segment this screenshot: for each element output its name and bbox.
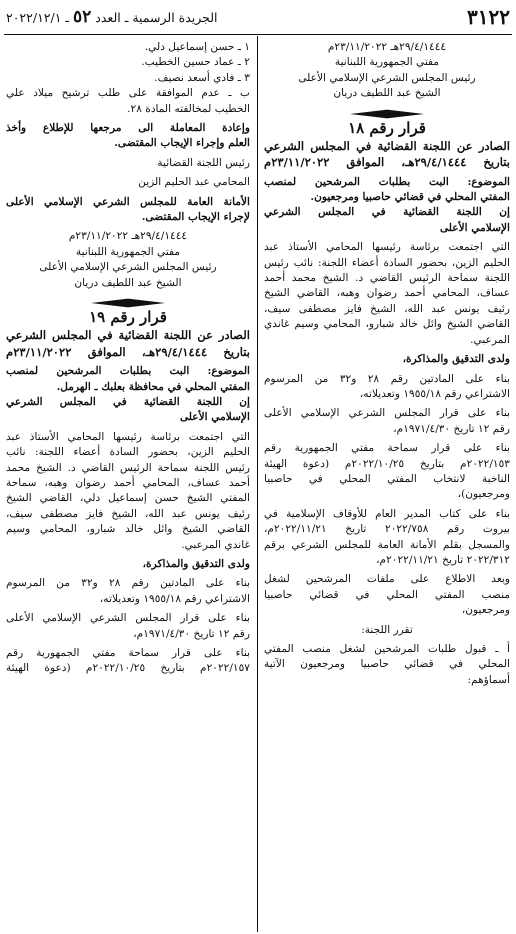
body-line: والمسجل بقلم الأمانة العامة للمجلس الشرعي برقم [264,538,510,551]
body-line: الناخبة لانتخاب المفتي المحلي في حاصبيا [264,472,510,485]
left-column [6,40,250,677]
signature-name: المحامي عبد الحليم الزين [138,176,250,189]
body-line: ٢٠٢٢/٣١٢ تاريخ ٢٠٢٢/١١/٢١م، [376,553,510,566]
body-line: رقم ١٢ تاريخ ١٩٧١/٤/٣٠م، [133,627,250,640]
right-column [264,40,510,688]
signature-name: الشيخ عبد اللطيف دريان [74,276,182,289]
body-line: القاضي الشيخ وائل خالد شبارو، المحامي وسيم غاندي [264,318,510,331]
body-line: المرعبي. [470,333,510,346]
page-header [0,0,516,34]
body-line: أسماؤهم: [467,673,510,686]
body-line: عساف، المحامي أحمد رضوان وهبه، القاضي الشيخ [264,287,510,300]
decision-intro: الإسلامي الأعلى [179,411,250,424]
candidate-list-item: ٢ ـ عماد حسين الخطيب. [141,56,250,69]
body-line: بناء على قرار سماحة مفتي الجمهورية رقم [6,647,250,659]
header-rule [4,34,512,35]
signature-title: رئيس المجلس الشرعي الإسلامي الأعلى [298,71,476,84]
signature-title: مفتي الجمهورية اللبنانية [75,245,181,258]
body-line: غاندي المرعبي. [181,538,250,551]
body-line: العلم وإجراء الإيجاب المقتضى. [114,137,250,150]
signature-date: ٢٩/٤/١٤٤٤هـ ٢٣/١١/٢٠٢٢م [327,41,447,53]
decision-subject: المفتي المحلي في محافظة بعلبك ـ الهرمل. [56,380,250,393]
decision-intro: الإسلامي الأعلى [439,221,510,234]
body-line: التي اجتمعت برئاسة رئيسها المحامي الأستاذ عبد [6,430,250,443]
decision-heading: الصادر عن اللجنة القضائية في المجلس الشرعي [6,328,250,343]
body-line: وإعادة المعاملة الى مرجعها للإطلاع وأخذ [6,122,250,135]
gazette-title [6,7,218,27]
body-line: رقم ١٢ تاريخ ١٩٧١/٤/٣٠م، [393,422,510,435]
body-line: بناء على قرار سماحة مفتي الجمهورية رقم [264,442,510,455]
body-line: ومرجعيون)، [457,488,510,501]
body-line: أ ـ قبول طلبات المرشحين لشغل منصب المفتي [264,643,510,655]
body-line: الحليم الزين، بحضور السادة أعضاء اللجنة: نائب رئيس [264,256,510,269]
section-divider-ornament [264,104,510,115]
signature-name: الشيخ عبد اللطيف دريان [333,87,441,100]
body-line: بيروت رقم ٢٠٢٢/٧٥٨ تاريخ ٢٠٢٢/١١/٢١م، [264,523,510,536]
decision-subject: الموضوع: البت بطلبات المرشحين لمنصب [6,365,250,378]
body-line: رئيس اللجنة سماحة الرئيس القاضي د. الشيخ محمد [6,461,250,474]
signature-title: رئيس المجلس الشرعي الإسلامي الأعلى [39,261,217,274]
decision-title: قرار رقم ١٨ [348,118,426,137]
issue-number: ٥٢ [73,7,92,27]
body-line: ولدى التدقيق والمذاكرة، [142,557,250,570]
body-line: الاشتراعي رقم ١٩٥٥/١٨ وتعديلاته، [359,387,510,400]
page-number: ٣١٢٢ [467,5,510,29]
issue-date: ـ ٢٠٢٢/١٢/١ [6,10,70,25]
body-line: الخطيب لمخالفته المادة ٢٨. [127,102,250,115]
body-line: الأمانة العامة للمجلس الشرعي الإسلامي الأعلى [6,195,250,208]
body-line: القاضي الشيخ وائل خالد شبارو، المحامي وسيم [6,523,250,536]
body-line: المحلي في قضائي حاصبيا ومرجعيون الآتية [264,658,510,671]
signature-date: ٢٩/٤/١٤٤٤هـ ٢٣/١١/٢٠٢٢م [68,230,188,243]
column-divider [257,36,258,932]
body-line: ب ـ عدم الموافقة على طلب ترشيح ميلاد علي [6,87,250,100]
candidate-list-item: ١ ـ حسن إسماعيل دلي. [144,41,250,53]
section-divider-ornament [6,293,250,304]
body-line: بناء على المادتين رقم ٢٨ و٣٢ من المرسوم [6,577,250,590]
decision-date: بتاريخ ٢٩/٤/١٤٤٤هـ، الموافق ٢٣/١١/٢٠٢٢م [264,155,510,170]
body-line: ٢٠٢٢/١٥٧م بتاريخ ٢٠٢٢/١٠/٢٥م (دعوة الهيئة [6,662,250,675]
decision-date: بتاريخ ٢٩/٤/١٤٤٤هـ، الموافق ٢٣/١١/٢٠٢٢م [6,344,250,359]
body-line: وبعد الاطلاع على ملفات المرشحين لشغل [264,573,510,586]
body-line: ٢٠٢٢/١٥٣م بتاريخ ٢٠٢٢/١٠/٢٥م (دعوة الهيئة [264,457,510,470]
body-line: رئيف يونس عبد الله، الشيخ فايز مصطفى سيف، [6,507,250,520]
decision-heading: الصادر عن اللجنة القضائية في المجلس الشرعي [264,138,510,153]
body-line: الحليم الزين، بحضور السادة أعضاء اللجنة: نائب [6,446,250,459]
body-line: بناء على قرار المجلس الشرعي الإسلامي الأعلى [6,612,250,625]
body-line: بناء على كتاب المدير العام للأوقاف الإسلامية في [264,507,510,520]
body-line: رئيف يونس عبد الله، الشيخ فايز مصطفى سيف، [264,302,510,315]
body-line: المفتي الشيخ حسن إسماعيل دلي، القاضي الشيخ [6,492,250,505]
decision-ruling-label: تقرر اللجنة: [361,623,413,636]
body-line: بناء على المادتين رقم ٢٨ و٣٢ من المرسوم [264,372,510,385]
decision-subject: الموضوع: البت بطلبات المرشحين لمنصب [264,175,510,188]
body-line: التي اجتمعت برئاسة رئيسها المحامي الأستاذ عبد [264,241,510,254]
gazette-prefix: الجريدة الرسمية ـ العدد [95,10,218,25]
decision-title: قرار رقم ١٩ [89,308,167,327]
decision-subject: المفتي المحلي في قضائي حاصبيا ومرجعيون. [310,191,510,204]
signature-title: مفتي الجمهورية اللبنانية [334,56,440,69]
decision-intro: إن اللجنة القضائية في المجلس الشرعي [264,206,510,219]
body-line: ومرجعيون، [461,604,510,617]
body-line: ولدى التدقيق والمذاكرة، [402,353,510,366]
decision-intro: إن اللجنة القضائية في المجلس الشرعي [6,395,250,408]
body-line: اللجنة سماحة الرئيس القاضي د. الشيخ محمد أحمد [264,272,510,285]
body-line: منصب المفتي المحلي في قضائي حاصبيا [264,588,510,601]
body-line: بناء على قرار المجلس الشرعي الإسلامي الأعلى [264,407,510,420]
body-line: الاشتراعي رقم ١٩٥٥/١٨ وتعديلاته، [99,592,250,605]
candidate-list-item: ٣ ـ فادي أسعد نصيف. [154,71,250,84]
signature-title: رئيس اللجنة القضائية [157,156,250,169]
body-line: أحمد عساف، المحامي أحمد رضوان وهبه، سماحة [6,476,250,489]
body-line: لإجراء الإيجاب المقتضى. [141,211,250,224]
